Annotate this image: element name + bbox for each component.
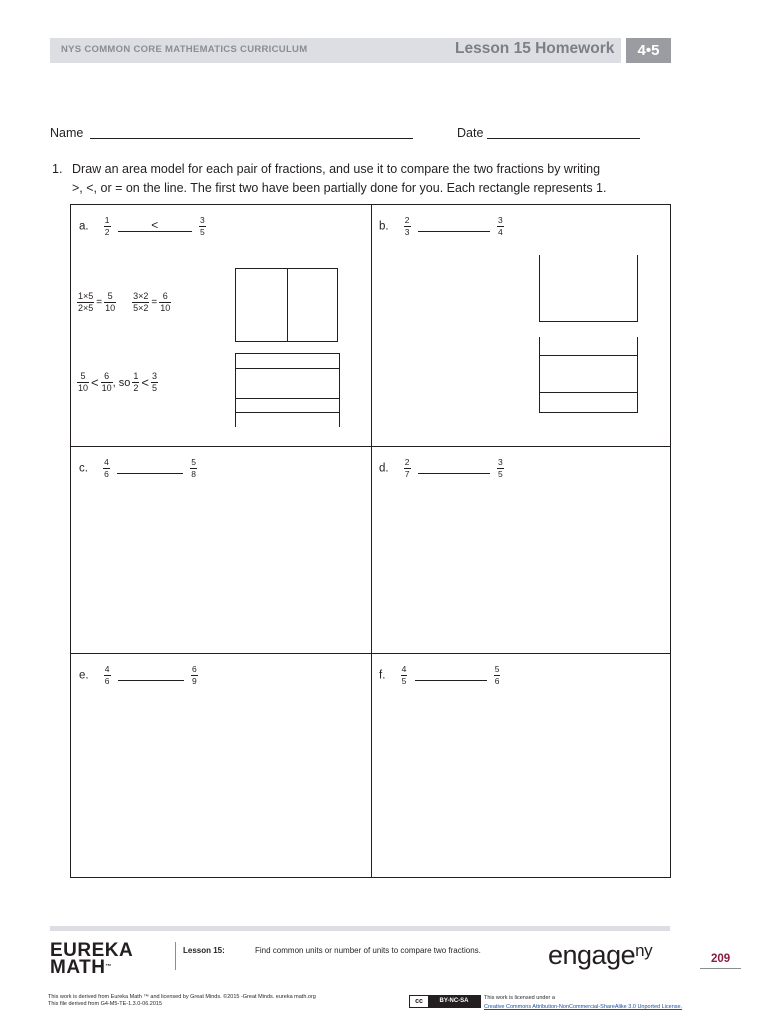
fraction: $\frac{5}{6}$	[494, 664, 500, 686]
area-model-fourths	[539, 337, 638, 413]
curriculum-title: NYS COMMON CORE MATHEMATICS CURRICULUM	[61, 44, 308, 55]
fraction: $\frac{3}{5}$	[497, 457, 503, 479]
cc-icon: cc	[410, 996, 428, 1007]
name-line[interactable]	[90, 138, 413, 139]
license-link[interactable]: Creative Commons Attribution-NonCommercial-ShareAlike 3.0 Unported License.	[484, 1004, 683, 1010]
fraction: $\frac{6}{9}$	[191, 664, 197, 686]
fraction: $\frac{2}{3}$	[404, 215, 410, 237]
answer-blank[interactable]	[418, 222, 490, 232]
page-number-rule	[700, 968, 741, 969]
problem-letter: a.	[79, 220, 89, 233]
fraction: $\frac{4}{5}$	[401, 664, 407, 686]
problem-grid	[70, 204, 671, 878]
date-line[interactable]	[487, 138, 640, 139]
area-model-thirds	[539, 255, 638, 322]
footer-topic: Find common units or number of units to compare two fractions.	[255, 946, 481, 955]
cc-license-badge: cc BY-NC-SA	[409, 995, 481, 1008]
question-text	[52, 160, 606, 198]
lesson-title: Lesson 15 Homework	[455, 40, 615, 57]
fraction: $\frac{5}{8}$	[191, 457, 197, 479]
derivation-notice: This work is derived from Eureka Math ™ and licensed by Great Minds. ©2015 -Great Minds. eureka math.org This file derived from G4-M5-TE-1.3.0-06.2015	[48, 994, 316, 1007]
question-line-1: Draw an area model for each pair of fractions, and use it to compare the two fractions by writing	[72, 162, 601, 176]
problem-letter: b.	[379, 220, 389, 233]
fraction: $\frac{3}{5}$	[199, 215, 205, 237]
problem-letter: c.	[79, 462, 88, 475]
problem-a	[79, 215, 206, 238]
problem-b	[379, 215, 504, 238]
problem-d	[379, 457, 504, 480]
problem-f	[379, 664, 500, 687]
answer-blank[interactable]	[418, 464, 490, 474]
license-notice: This work is licensed under a Creative Commons Attribution-NonCommercial-ShareAlike 3.0 Unported License.	[484, 995, 683, 1010]
answer-blank[interactable]	[415, 671, 487, 681]
answer-blank[interactable]	[118, 671, 184, 681]
problem-e	[79, 664, 198, 687]
fraction: $\frac{2}{7}$	[404, 457, 410, 479]
question-line-2: >, <, or = on the line. The first two have been partially done for you. Each rectangle represents 1.	[72, 181, 607, 195]
footer-lesson-label: Lesson 15:	[183, 946, 225, 955]
fraction: $\frac{4}{6}$	[104, 457, 109, 479]
grid-divider-row-2	[71, 653, 670, 654]
question-number: 1.	[52, 162, 63, 176]
name-label: Name	[50, 126, 84, 140]
grid-divider-row-1	[71, 446, 670, 447]
area-model-halves	[235, 268, 338, 342]
grade-module-badge: 4•5	[626, 38, 671, 63]
answer-blank[interactable]	[117, 464, 183, 474]
engageny-logo: engage$^{ny}$	[548, 940, 653, 970]
problem-c	[79, 457, 197, 480]
footer-divider	[175, 942, 176, 970]
problem-letter: f.	[379, 669, 386, 682]
problem-letter: e.	[79, 669, 89, 682]
grid-divider-vertical	[371, 205, 372, 877]
date-label: Date	[457, 126, 484, 140]
page-number: 209	[711, 953, 731, 965]
eureka-math-logo: EUREKA MATH™	[50, 940, 134, 978]
footer-rule	[50, 926, 670, 931]
fraction: $\frac{1}{2}$	[104, 215, 110, 237]
answer-blank[interactable]: <	[118, 222, 192, 232]
area-model-fifths	[235, 353, 340, 427]
work-comparison: $\frac{5}{10}$ < $\frac{6}{10}$ , so $\frac{1}{2}$ < $\frac{3}{5}$	[78, 371, 157, 393]
fraction: $\frac{3}{4}$	[497, 215, 503, 237]
problem-letter: d.	[379, 462, 389, 475]
work-equation-1: $\frac{1\times 5}{2\times 5}$ = $\frac{5}{10}$ $\frac{3\times 2}{5\times 2}$ = $\frac{6}{10}$	[78, 291, 171, 313]
fraction: $\frac{4}{6}$	[104, 664, 110, 686]
